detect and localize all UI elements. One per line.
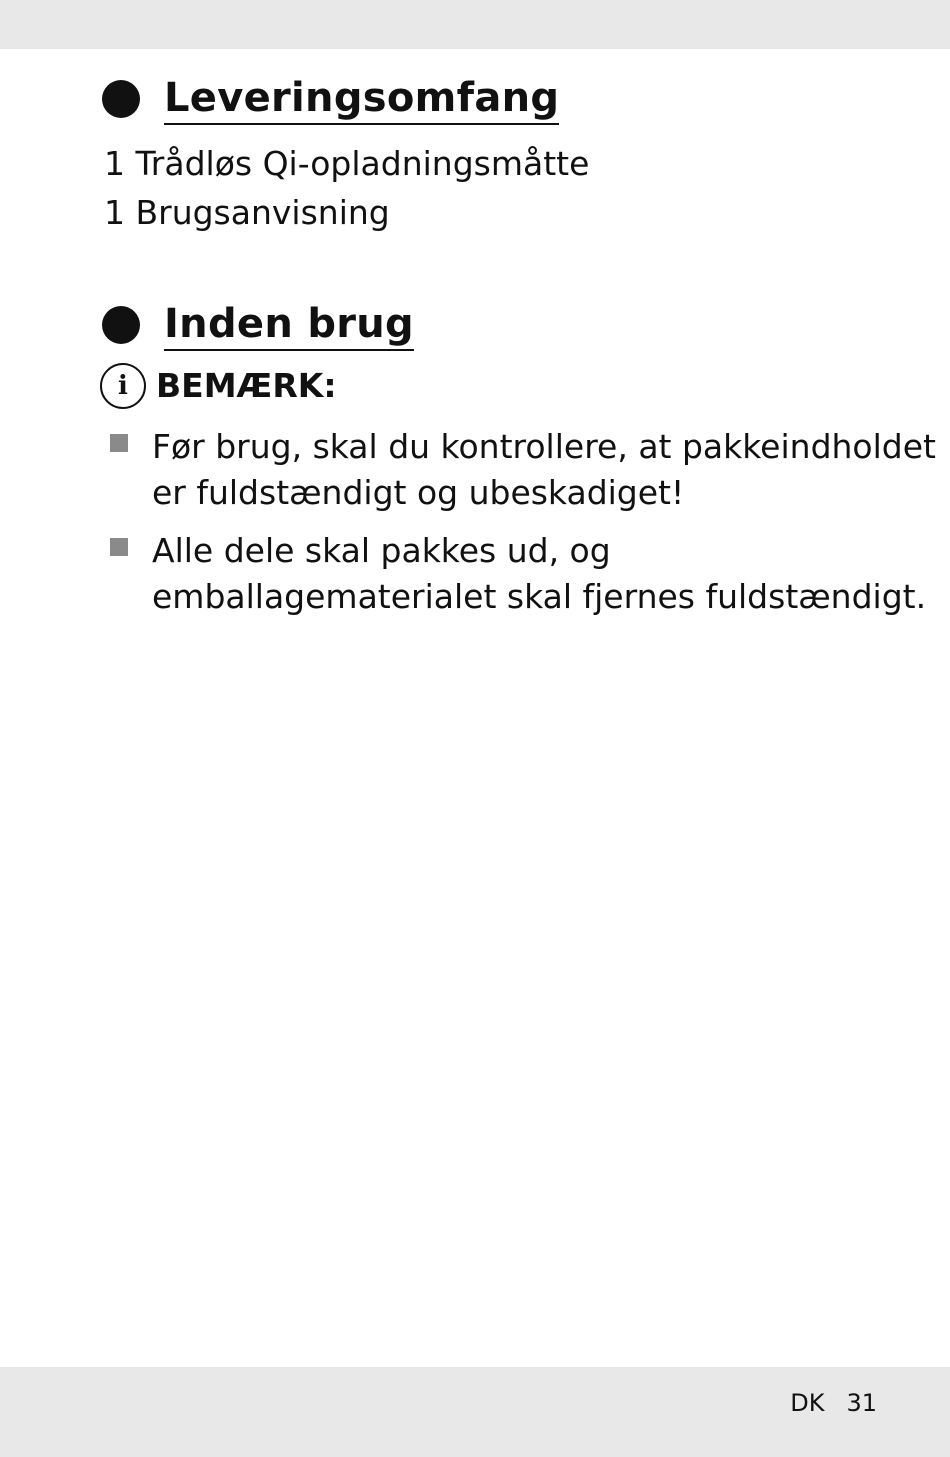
round-bullet-icon: [102, 306, 140, 344]
square-bullet-icon: [110, 538, 128, 556]
section-title: Inden brug: [164, 302, 414, 351]
square-bullet-icon: [110, 434, 128, 452]
page-number: 31: [846, 1389, 877, 1417]
list-item-text: [152, 424, 936, 516]
list-item-line: emballagematerialet skal fjernes fuldstændigt.: [152, 577, 927, 616]
delivery-item: 1 Brugsanvisning: [104, 193, 390, 232]
section-heading-inden-brug: [102, 302, 414, 351]
info-icon: i: [100, 363, 146, 409]
top-margin-band: [0, 0, 950, 49]
list-item-line: Alle dele skal pakkes ud, og: [152, 531, 611, 570]
list-item-text: [152, 528, 926, 620]
round-bullet-icon: [102, 80, 140, 118]
note-label: BEMÆRK:: [156, 366, 337, 405]
section-heading-leveringsomfang: [102, 76, 559, 125]
delivery-item: 1 Trådløs Qi-opladningsmåtte: [104, 144, 590, 183]
language-code: DK: [790, 1389, 825, 1417]
section-title: Leveringsomfang: [164, 76, 559, 125]
note-callout: [100, 363, 337, 409]
list-item-line: er fuldstændigt og ubeskadiget!: [152, 473, 685, 512]
list-item-line: Før brug, skal du kontrollere, at pakkeindholdet: [152, 427, 936, 466]
page-footer: [790, 1386, 877, 1420]
